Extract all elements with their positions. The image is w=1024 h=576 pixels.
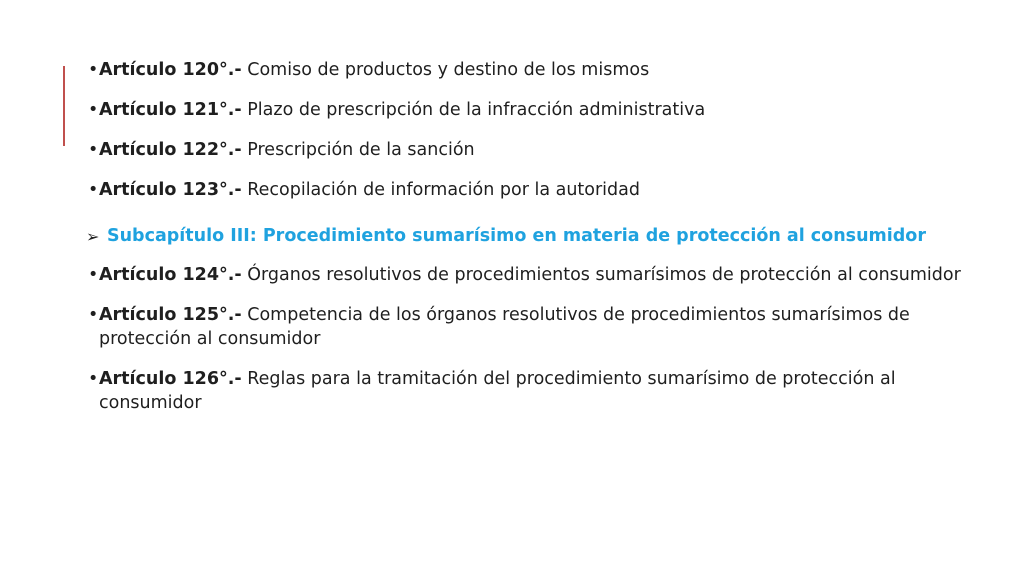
- article-item-123: [88, 178, 988, 202]
- article-item-125: [88, 303, 988, 351]
- article-item-120: [88, 58, 988, 82]
- article-text: Órganos resolutivos de procedimientos sumarísimos de protección al consumidor: [241, 265, 961, 285]
- article-text: Recopilación de información por la autoridad: [241, 180, 640, 200]
- subchapter-heading: [88, 224, 988, 248]
- accent-bar: [63, 66, 65, 146]
- bullet-icon: •: [88, 140, 99, 160]
- article-label: Artículo 126°.-: [99, 369, 242, 389]
- article-text: Plazo de prescripción de la infracción administrativa: [241, 100, 706, 120]
- article-item-121: [88, 98, 988, 122]
- bullet-icon: •: [88, 369, 99, 389]
- bullet-icon: •: [88, 265, 99, 285]
- article-text: Competencia de los órganos resolutivos de procedimientos sumarísimos de protección al consumidor: [99, 305, 910, 349]
- bullet-icon: •: [88, 60, 99, 80]
- article-item-124: [88, 263, 988, 287]
- article-label: Artículo 123°.-: [99, 180, 242, 200]
- article-label: Artículo 120°.-: [99, 60, 242, 80]
- article-item-122: [88, 138, 988, 162]
- bullet-icon: •: [88, 100, 99, 120]
- article-label: Artículo 122°.-: [99, 140, 242, 160]
- article-label: Artículo 121°.-: [99, 100, 242, 120]
- article-text: Comiso de productos y destino de los mismos: [241, 60, 650, 80]
- article-text: Prescripción de la sanción: [241, 140, 475, 160]
- bullet-icon: •: [88, 305, 99, 325]
- arrow-bullet-icon: ➢: [86, 227, 100, 246]
- article-list: [88, 58, 988, 431]
- article-label: Artículo 124°.-: [99, 265, 242, 285]
- article-label: Artículo 125°.-: [99, 305, 242, 325]
- bullet-icon: •: [88, 180, 99, 200]
- subchapter-text: Subcapítulo III: Procedimiento sumarísimo en materia de protección al consumidor: [107, 226, 926, 246]
- article-text: Reglas para la tramitación del procedimiento sumarísimo de protección al consumidor: [99, 369, 896, 413]
- article-item-126: [88, 367, 988, 415]
